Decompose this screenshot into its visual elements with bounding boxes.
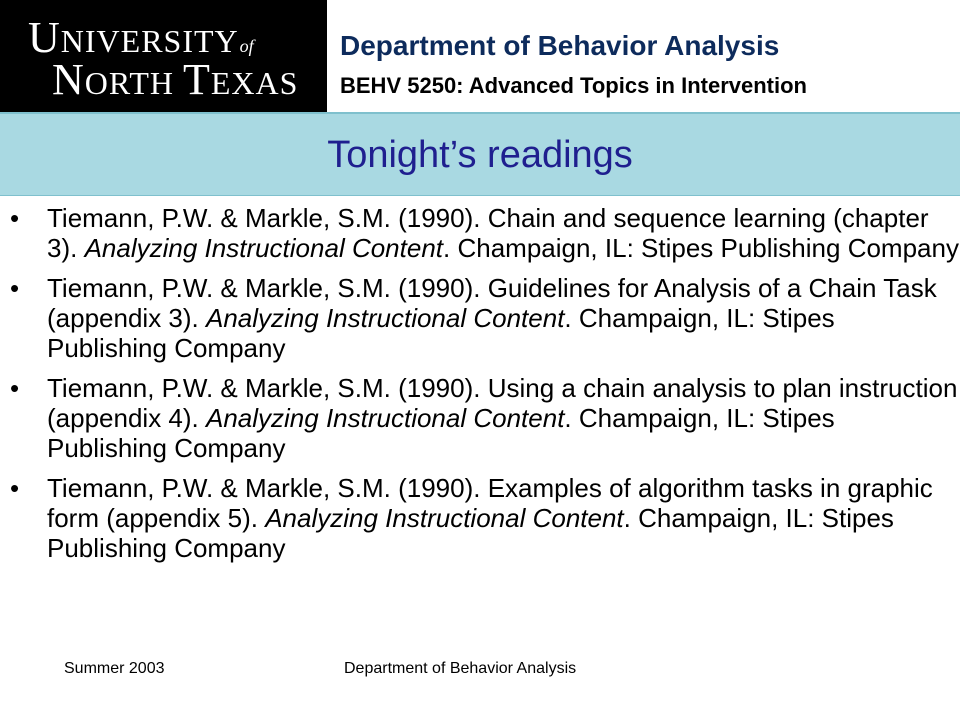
logo-text-niversity: NIVERSITY: [60, 23, 239, 59]
footer-department: Department of Behavior Analysis: [344, 660, 577, 677]
bullet-icon: •: [10, 473, 20, 503]
reading-citation: Tiemann, P.W. & Markle, S.M. (1990). Using a chain analysis to plan instruction (appendix 4).: [47, 373, 958, 433]
reading-publisher: . Champaign, IL: Stipes Publishing Company: [443, 233, 959, 263]
title-band: [0, 112, 960, 196]
logo-initial-n: N: [52, 55, 85, 104]
bullet-icon: •: [10, 203, 20, 233]
reading-publisher: . Champaign, IL: Stipes Publishing Company: [47, 503, 894, 563]
reading-citation: Tiemann, P.W. & Markle, S.M. (1990). Guidelines for Analysis of a Chain Task (appendix 3).: [47, 273, 937, 333]
reading-citation: Tiemann, P.W. & Markle, S.M. (1990). Examples of algorithm tasks in graphic form (appendix 5).: [47, 473, 933, 533]
logo-initial-t: T: [182, 55, 211, 104]
logo-initial-u: U: [28, 13, 61, 62]
logo-text-orth: ORTH: [84, 65, 183, 101]
logo-line-north-texas: [52, 55, 299, 104]
reading-source-title: Analyzing Instructional Content: [265, 503, 624, 533]
bullet-icon: •: [10, 373, 20, 403]
bullet-icon: •: [10, 273, 20, 303]
reading-publisher: . Champaign, IL: Stipes Publishing Company: [47, 303, 835, 363]
reading-item: [10, 473, 960, 563]
readings-list: [10, 203, 960, 573]
reading-item: [10, 203, 960, 263]
reading-item: [10, 373, 960, 463]
logo-text-exas: EXAS: [210, 65, 299, 101]
slide-title: Tonight’s readings: [327, 134, 633, 176]
department-header: Department of Behavior Analysis: [340, 30, 780, 61]
reading-source-title: Analyzing Instructional Content: [84, 233, 444, 263]
logo-text-of: of: [239, 36, 254, 56]
reading-publisher: . Champaign, IL: Stipes Publishing Company: [47, 403, 835, 463]
reading-citation: Tiemann, P.W. & Markle, S.M. (1990). Chain and sequence learning (chapter 3).: [47, 203, 929, 263]
university-logo: [0, 0, 327, 112]
reading-item: [10, 273, 960, 363]
reading-source-title: Analyzing Instructional Content: [205, 403, 565, 433]
footer-date: Summer 2003: [64, 660, 165, 677]
course-header: BEHV 5250: Advanced Topics in Intervention: [340, 73, 807, 98]
logo-line-university: [28, 13, 254, 62]
reading-source-title: Analyzing Instructional Content: [205, 303, 565, 333]
